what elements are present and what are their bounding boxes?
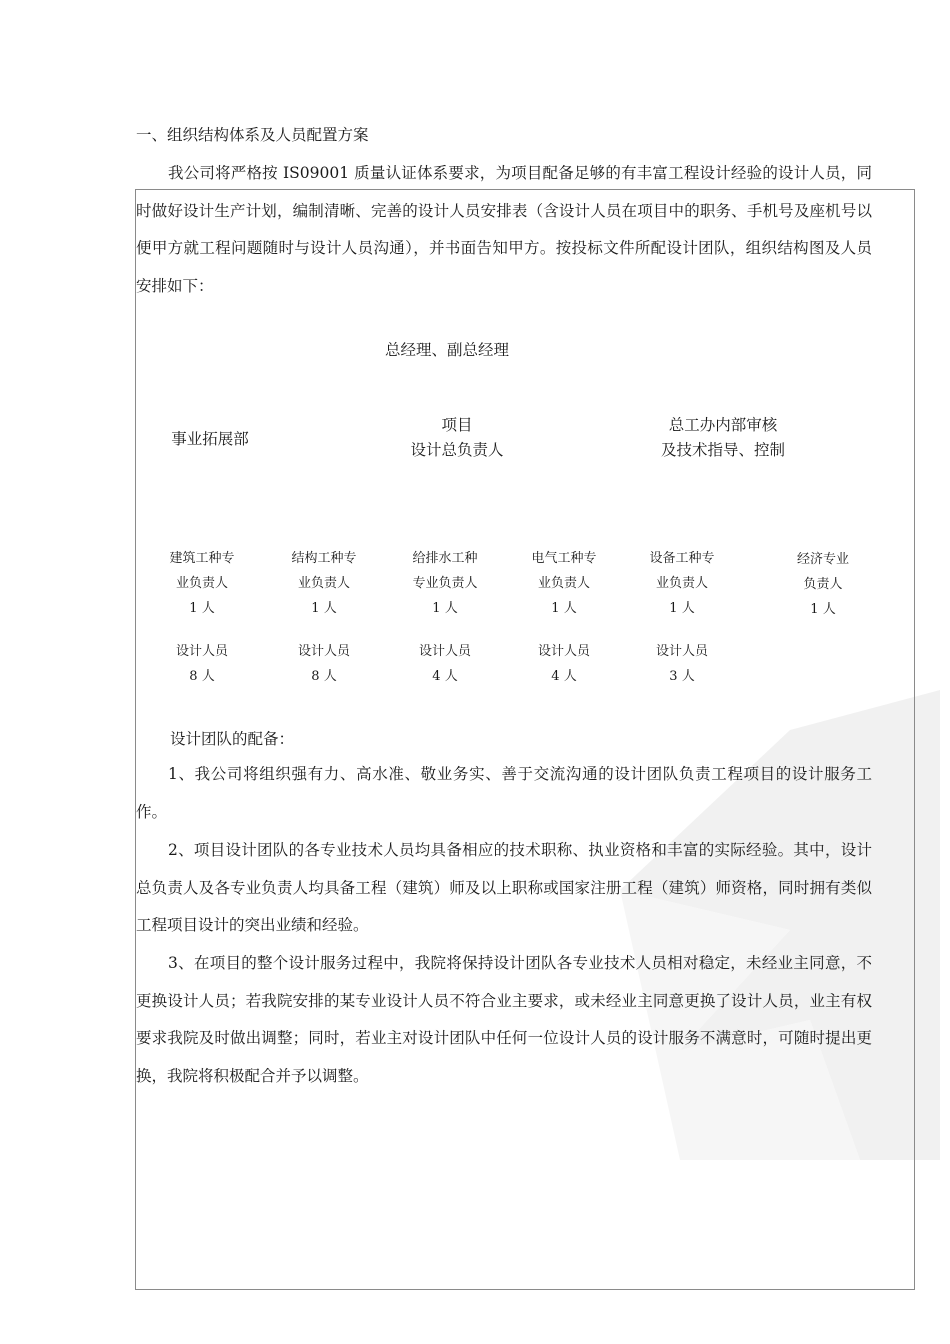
org-node-line: 总工办内部审核 <box>668 416 778 434</box>
designer-count: 4 人 <box>551 669 577 684</box>
lead-count: 1 人 <box>311 601 337 616</box>
lead-title-line: 负责人 <box>803 577 843 592</box>
lead-count: 1 人 <box>189 601 215 616</box>
org-designers-plumbing <box>395 639 495 689</box>
org-node-business-dept: 事业拓展部 <box>171 430 249 448</box>
lead-title-line: 给排水工种 <box>412 551 478 566</box>
lead-title-line: 业负责人 <box>175 576 228 591</box>
lead-count: 1 人 <box>551 601 577 616</box>
org-lead-electrical <box>514 546 614 621</box>
org-lead-plumbing <box>395 546 495 621</box>
intro-paragraph: 我公司将严格按 IS09001 质量认证体系要求，为项目配备足够的有丰富工程设计经验的设计人员，同时做好设计生产计划，编制清晰、完善的设计人员安排表（含设计人员在项目中的职务、手机号及座机号以便甲方就工程问题随时与设计人员沟通），并书面告知甲方。按投标文件所配设计团队，组织结构图及人员安排如下： <box>136 164 872 295</box>
org-node-line: 项目 <box>441 416 473 434</box>
designer-label: 设计人员 <box>297 644 350 659</box>
lead-count: 1 人 <box>432 601 458 616</box>
designer-label: 设计人员 <box>418 644 471 659</box>
team-paragraph-2: 2、项目设计团队的各专业技术人员均具备相应的技术职称、执业资格和丰富的实际经验。其中，设计总负责人及各专业负责人均具备工程（建筑）师及以上职称或国家注册工程（建筑）师资格，同时拥有类似工程项目设计的突出业绩和经验。 <box>136 841 872 934</box>
org-node-line: 设计总负责人 <box>410 441 504 459</box>
designer-count: 8 人 <box>189 669 215 684</box>
designer-count: 4 人 <box>432 669 458 684</box>
org-lead-architecture <box>152 546 252 621</box>
team-paragraph-1: 1、我公司将组织强有力、高水准、敬业务实、善于交流沟通的设计团队负责工程项目的设计服务工作。 <box>136 765 872 821</box>
lead-title-line: 建筑工种专 <box>169 551 235 566</box>
org-node-line: 及技术指导、控制 <box>660 441 785 459</box>
section-heading: 一、组织结构体系及人员配置方案 <box>136 126 369 144</box>
lead-title-line: 电气工种专 <box>531 551 597 566</box>
lead-title-line: 经济专业 <box>796 552 849 567</box>
designer-label: 设计人员 <box>655 644 708 659</box>
team-section-title: 设计团队的配备： <box>170 730 295 748</box>
lead-count: 1 人 <box>669 601 695 616</box>
designer-count: 8 人 <box>311 669 337 684</box>
org-node-project-lead <box>382 413 532 463</box>
designer-count: 3 人 <box>669 669 695 684</box>
org-lead-equipment <box>632 546 732 621</box>
lead-title-line: 专业负责人 <box>412 576 478 591</box>
org-node-chief-engineer-office <box>643 413 803 463</box>
org-lead-structure <box>274 546 374 621</box>
designer-label: 设计人员 <box>537 644 590 659</box>
lead-title-line: 业负责人 <box>297 576 350 591</box>
org-top-node: 总经理、副总经理 <box>384 341 509 359</box>
designer-label: 设计人员 <box>175 644 228 659</box>
lead-count: 1 人 <box>810 602 836 617</box>
org-designers-electrical <box>514 639 614 689</box>
org-designers-equipment <box>632 639 732 689</box>
lead-title-line: 业负责人 <box>655 576 708 591</box>
org-designers-architecture <box>152 639 252 689</box>
org-designers-structure <box>274 639 374 689</box>
lead-title-line: 结构工种专 <box>291 551 357 566</box>
org-lead-economics <box>773 547 873 622</box>
lead-title-line: 设备工种专 <box>649 551 715 566</box>
team-paragraph-3: 3、在项目的整个设计服务过程中，我院将保持设计团队各专业技术人员相对稳定，未经业主同意，不更换设计人员；若我院安排的某专业设计人员不符合业主要求，或未经业主同意更换了设计人员，业主有权要求我院及时做出调整；同时，若业主对设计团队中任何一位设计人员的设计服务不满意时，可随时提出更换，我院将积极配合并予以调整。 <box>136 954 872 1085</box>
lead-title-line: 业负责人 <box>537 576 590 591</box>
